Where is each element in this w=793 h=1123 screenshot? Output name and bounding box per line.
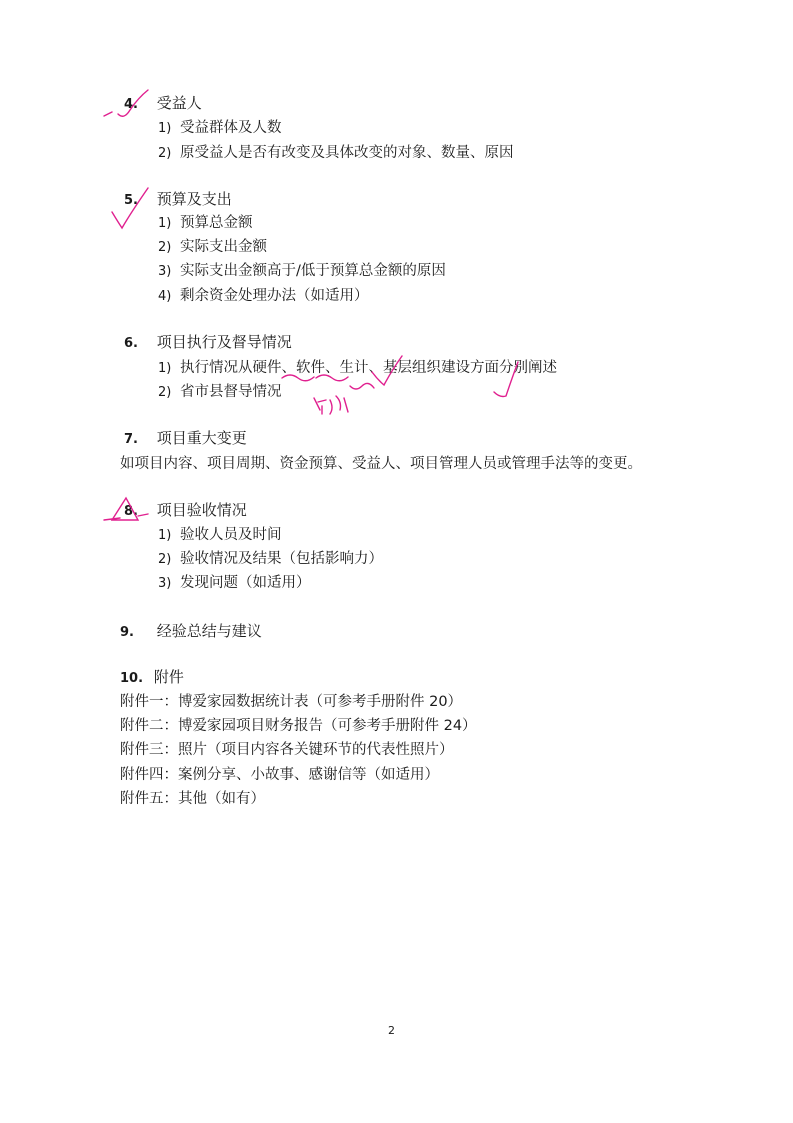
section-4-heading xyxy=(124,93,202,115)
item-number: 2) xyxy=(158,552,172,567)
section-9-heading xyxy=(120,621,262,643)
section-title: 项目重大变更 xyxy=(156,429,247,447)
item-number: 2) xyxy=(158,146,172,161)
item-number: 2) xyxy=(158,385,172,400)
section-title: 经验总结与建议 xyxy=(156,622,262,640)
section-8-heading xyxy=(124,500,247,522)
item-number: 1) xyxy=(158,528,172,543)
handwritten-note xyxy=(314,396,348,414)
section-title: 预算及支出 xyxy=(156,190,232,208)
item-text: 省市县督导情况 xyxy=(180,384,282,400)
section-title: 项目验收情况 xyxy=(156,501,247,519)
list-item xyxy=(158,358,557,379)
section-title: 项目执行及督导情况 xyxy=(156,333,292,351)
section-number: 4. xyxy=(124,97,138,112)
section-10-heading xyxy=(120,667,184,689)
attachment-item: 附件三：照片（项目内容各关键环节的代表性照片） xyxy=(120,742,454,758)
squiggle-under-grassroots xyxy=(350,383,374,389)
section-title: 附件 xyxy=(153,668,184,686)
item-text: 实际支出金额高于/低于预算总金额的原因 xyxy=(180,263,446,279)
list-item xyxy=(158,261,446,282)
list-item xyxy=(158,118,282,139)
item-text: 发现问题（如适用） xyxy=(180,575,311,591)
item-text: 受益群体及人数 xyxy=(180,120,282,136)
list-item xyxy=(158,286,369,307)
item-number: 1) xyxy=(158,216,172,231)
page-number: 2 xyxy=(388,1024,395,1037)
attachment-item: 附件四：案例分享、小故事、感谢信等（如适用） xyxy=(120,767,439,783)
item-number: 1) xyxy=(158,121,172,136)
item-text: 执行情况从硬件、软件、生计、基层组织建设方面分别阐述 xyxy=(180,360,557,376)
item-text: 原受益人是否有改变及具体改变的对象、数量、原因 xyxy=(180,145,514,161)
section-7-body: 如项目内容、项目周期、资金预算、受益人、项目管理人员或管理手法等的变更。 xyxy=(120,456,642,472)
section-number: 5. xyxy=(124,193,138,208)
item-number: 3) xyxy=(158,576,172,591)
item-text: 验收人员及时间 xyxy=(180,527,282,543)
section-number: 7. xyxy=(124,432,138,447)
item-text: 剩余资金处理办法（如适用） xyxy=(180,288,369,304)
item-text: 预算总金额 xyxy=(180,215,253,231)
list-item xyxy=(158,237,267,258)
section-5-heading xyxy=(124,189,232,211)
item-number: 1) xyxy=(158,361,172,376)
section-number: 9. xyxy=(120,625,134,640)
item-text: 实际支出金额 xyxy=(180,239,267,255)
attachment-item: 附件一：博爱家园数据统计表（可参考手册附件 20） xyxy=(120,694,463,710)
section-7-heading xyxy=(124,428,247,450)
list-item xyxy=(158,525,282,546)
list-item xyxy=(158,143,514,164)
section-number: 8. xyxy=(124,504,138,519)
list-item xyxy=(158,573,311,594)
list-item xyxy=(158,382,282,403)
list-item xyxy=(158,213,253,234)
section-number: 10. xyxy=(120,671,144,686)
attachment-item: 附件二：博爱家园项目财务报告（可参考手册附件 24） xyxy=(120,718,477,734)
item-text: 验收情况及结果（包括影响力） xyxy=(180,551,383,567)
section-number: 6. xyxy=(124,336,138,351)
item-number: 4) xyxy=(158,289,172,304)
section-6-heading xyxy=(124,332,292,354)
attachment-item: 附件五：其他（如有） xyxy=(120,791,265,807)
section-title: 受益人 xyxy=(156,94,202,112)
list-item xyxy=(158,549,383,570)
item-number: 2) xyxy=(158,240,172,255)
item-number: 3) xyxy=(158,264,172,279)
